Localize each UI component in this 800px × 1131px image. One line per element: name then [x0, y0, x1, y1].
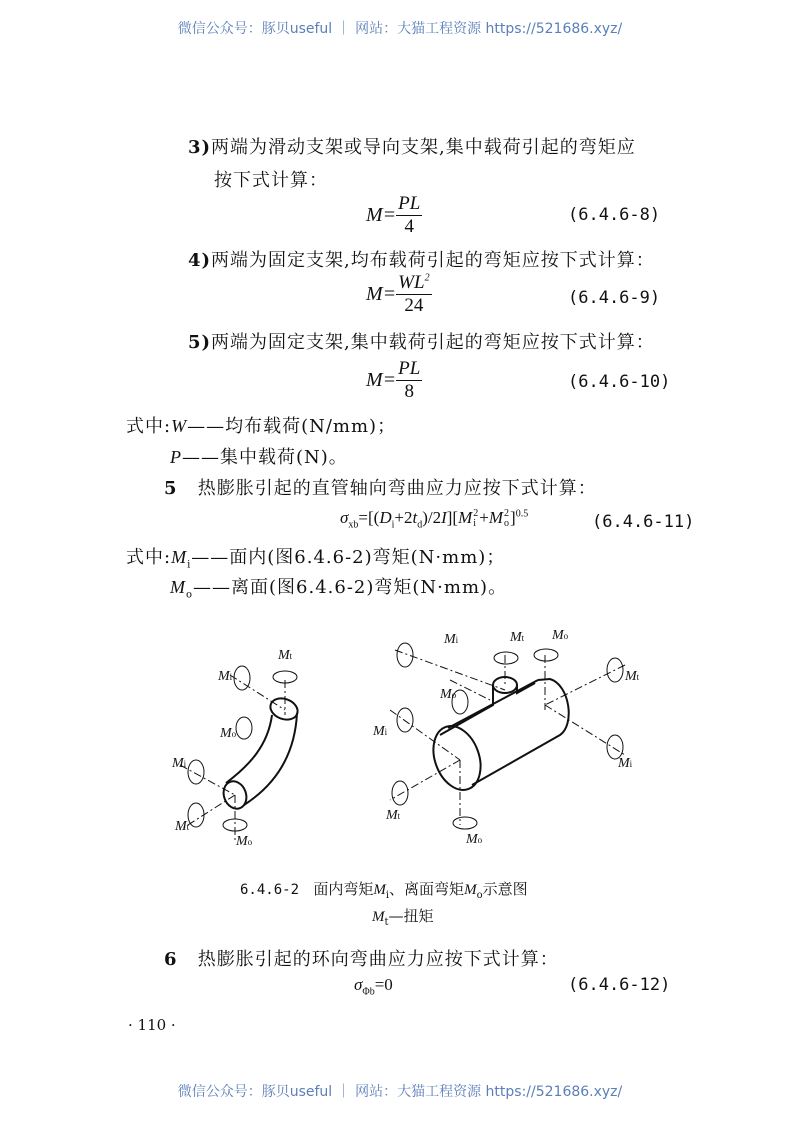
- symbol: W: [171, 416, 188, 436]
- item-text: 两端为固定支架,均布载荷引起的弯矩应按下式计算：: [211, 250, 655, 271]
- section-6: [164, 945, 559, 971]
- caption-text: 面内弯矩: [313, 880, 374, 898]
- header-watermark: 微信公众号：豚贝useful ｜ 网站：大猫工程资源 https://521686.xyz/: [177, 21, 623, 37]
- where-mo: [170, 573, 507, 601]
- formula-6-4-6-8: [366, 193, 422, 238]
- sup: 2: [473, 508, 479, 520]
- sub: t: [384, 917, 389, 928]
- sub: i: [473, 518, 477, 530]
- formula-6-4-6-10: [366, 358, 422, 403]
- op: ][: [446, 508, 459, 527]
- op: )/2: [422, 508, 442, 527]
- note-text: —扭矩: [388, 907, 434, 925]
- section-number: 5: [164, 478, 178, 499]
- op: ]: [510, 508, 516, 527]
- label-mo: Mo: [552, 628, 569, 643]
- definition: ——面内(图6.4.6-2)弯矩(N·mm)；: [191, 547, 506, 568]
- axis-lines: [180, 650, 625, 840]
- label-mo: Mo: [440, 687, 457, 702]
- item-5: [188, 328, 655, 354]
- item-number: 5): [188, 332, 212, 353]
- where-prefix: 式中:: [126, 547, 172, 568]
- formula-6-4-6-12: [354, 975, 393, 997]
- sup-sub-stack: [504, 509, 509, 529]
- symbol: M: [171, 547, 188, 567]
- section-5: [164, 474, 597, 500]
- sub: i: [391, 519, 395, 531]
- sub: o: [476, 890, 483, 901]
- symbol: M: [373, 882, 386, 898]
- where-mi: [126, 543, 505, 571]
- formula-6-4-6-11: [340, 508, 528, 530]
- rhs: =0: [374, 975, 393, 994]
- sub: xb: [348, 519, 359, 531]
- page-number: · 110 ·: [128, 1016, 176, 1034]
- sub: i: [187, 559, 192, 571]
- label-mi: Mi: [618, 756, 633, 771]
- definition: ——均布载荷(N/mm)；: [187, 416, 397, 437]
- label-mi: Mi: [218, 669, 233, 684]
- op: +2: [394, 508, 413, 527]
- equation-number: (6.4.6-12): [568, 975, 671, 995]
- var: I: [441, 508, 447, 527]
- sub: o: [504, 518, 510, 530]
- denominator: 8: [404, 381, 414, 402]
- where-prefix: 式中:: [126, 416, 172, 437]
- op: =[(: [358, 508, 380, 527]
- caption-text: 示意图: [482, 880, 528, 898]
- caption-text: 、离面弯矩: [389, 880, 465, 898]
- denominator: 24: [404, 295, 424, 316]
- symbol: M: [464, 882, 477, 898]
- footer-watermark: 微信公众号：豚贝useful ｜ 网站：大猫工程资源 https://521686.xyz/: [177, 1084, 623, 1100]
- sub: i: [385, 890, 390, 901]
- figure-note: [372, 905, 434, 928]
- symbol: M: [170, 577, 186, 597]
- equation-number: (6.4.6-11): [592, 512, 695, 532]
- exponent: 2: [424, 272, 430, 284]
- numerator: PL: [398, 358, 421, 379]
- moment-diagram: [160, 625, 660, 865]
- label-mt: Mt: [386, 808, 401, 823]
- figure-number: 6.4.6-2: [240, 882, 300, 898]
- sup: 2: [504, 508, 510, 520]
- formula-lhs: M=: [366, 369, 397, 391]
- var: M: [488, 508, 504, 527]
- item-text: 两端为固定支架,集中载荷引起的弯矩应按下式计算：: [211, 332, 655, 353]
- symbol: M: [372, 909, 385, 925]
- item-3: [188, 133, 636, 159]
- label-mt: Mt: [278, 648, 293, 663]
- sub: o: [186, 589, 194, 601]
- elbow-pipe: [220, 695, 301, 812]
- var: M: [458, 508, 473, 527]
- item-4: [188, 246, 655, 272]
- numerator: PL: [398, 193, 421, 214]
- item-number: 3): [188, 137, 212, 158]
- label-mo: Mo: [466, 832, 483, 847]
- label-mi: Mi: [172, 756, 187, 771]
- var: t: [412, 508, 418, 527]
- sigma: σ: [340, 508, 349, 527]
- symbol: P: [170, 447, 182, 467]
- formula-lhs: M=: [366, 283, 397, 305]
- label-mi: Mi: [444, 632, 459, 647]
- var: D: [379, 508, 392, 527]
- where-p: [170, 443, 348, 469]
- item-number: 4): [188, 250, 212, 271]
- denominator: 4: [404, 216, 414, 237]
- label-mt: Mt: [510, 630, 525, 645]
- label-mo: Mo: [236, 834, 253, 849]
- equation-number: (6.4.6-10): [568, 372, 671, 392]
- exponent: 0.5: [515, 508, 529, 520]
- equation-number: (6.4.6-8): [568, 205, 661, 225]
- label-mo: Mo: [220, 726, 237, 741]
- numerator: WL: [398, 272, 425, 293]
- sup-sub-stack: [473, 509, 478, 529]
- op: +: [479, 508, 489, 527]
- label-mt: Mt: [625, 669, 640, 684]
- sub: Φb: [362, 986, 375, 998]
- formula-lhs: M=: [366, 204, 397, 226]
- item-text: 两端为滑动支架或导向支架,集中载荷引起的弯矩应: [211, 137, 636, 158]
- section-text: 热膨胀引起的环向弯曲应力应按下式计算：: [197, 949, 559, 970]
- section-text: 热膨胀引起的直管轴向弯曲应力应按下式计算：: [197, 478, 597, 499]
- section-number: 6: [164, 949, 178, 970]
- sigma: σ: [354, 975, 363, 994]
- equation-number: (6.4.6-9): [568, 288, 661, 308]
- definition: ——集中载荷(N)。: [182, 447, 348, 468]
- where-w: [126, 412, 396, 438]
- label-mt: Mt: [175, 819, 190, 834]
- definition: ——离面(图6.4.6-2)弯矩(N·mm)。: [193, 577, 508, 598]
- item-3-line2: 按下式计算：: [214, 170, 328, 191]
- sub: d: [417, 519, 423, 531]
- figure-caption: [240, 878, 528, 901]
- formula-6-4-6-9: [366, 272, 432, 317]
- label-mi: Mi: [373, 724, 388, 739]
